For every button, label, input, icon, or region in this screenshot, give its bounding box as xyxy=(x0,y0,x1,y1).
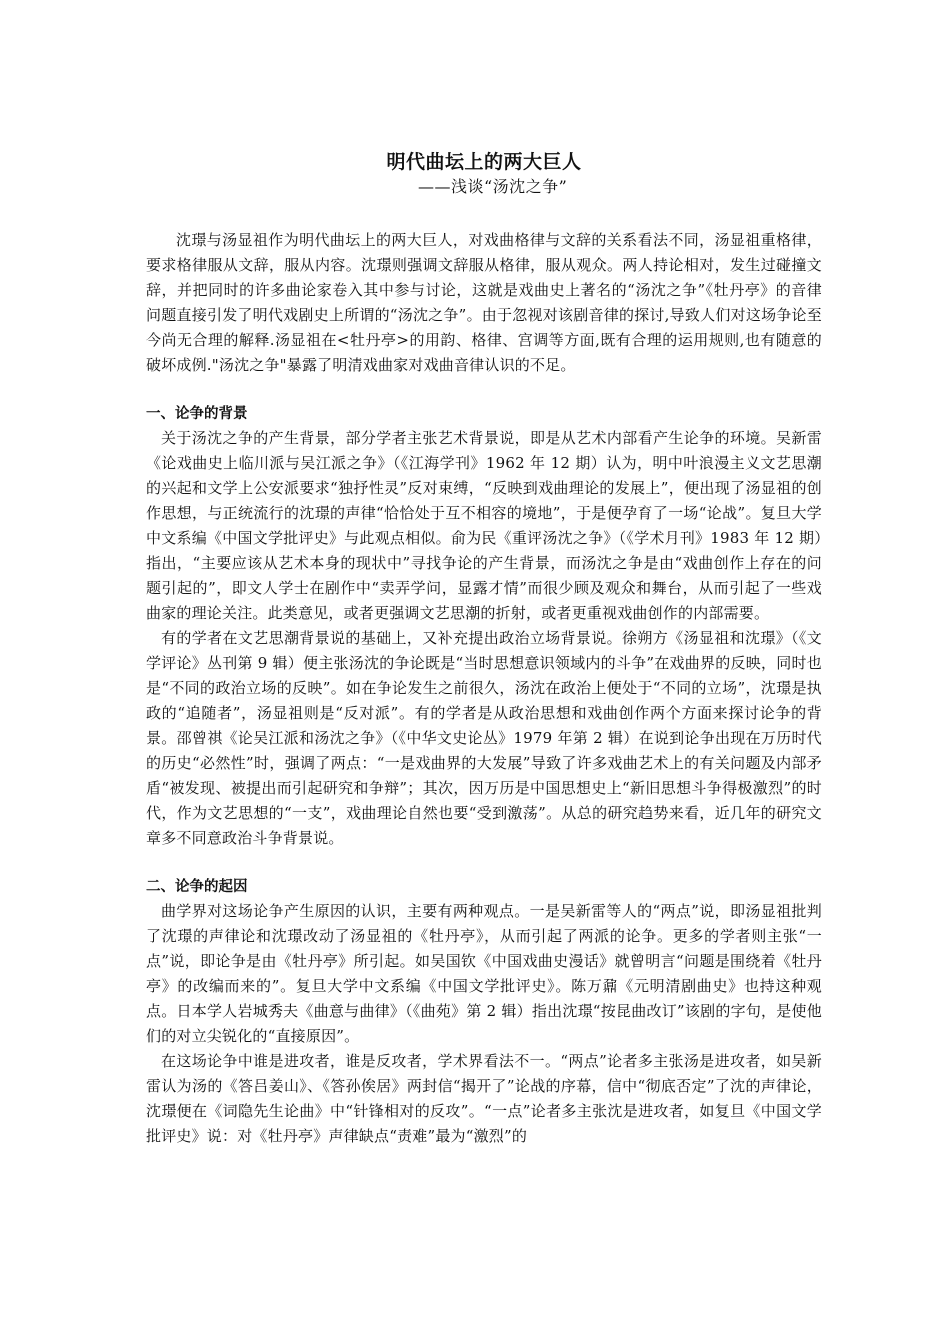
abstract xyxy=(146,228,822,378)
body-paragraph: 在这场论争中谁是进攻者，谁是反攻者，学术界看法不一。“两点”论者多主张汤是进攻者，如吴新雷认为汤的《答吕姜山》、《答孙俟居》两封信“揭开了”论战的序幕，信中“彻底否定”了沈的声律论，沈璟便在《词隐先生论曲》中“针锋相对的反攻”。“一点”论者多主张沈是进攻者，如复旦《中国文学批评史》说：对《牡丹亭》声律缺点“责难”最为“激烈”的 xyxy=(146,1052,822,1145)
document-title: 明代曲坛上的两大巨人 xyxy=(386,151,582,173)
body-paragraph: 有的学者在文艺思潮背景说的基础上，又补充提出政治立场背景说。徐朔方《汤显祖和沈璟》（《文学评论》丛刊第 9 辑）便主张汤沈的争论既是“当时思想意识领域内的斗争”在戏曲界的反映，同时也是“不同的政治立场的反映”。如在争论发生之前很久，汤沈在政治上便处于“不同的立场”，沈璟是执政的“追随者”，汤显祖则是“反对派”。有的学者是从政治思想和戏曲创作两个方面来探讨论争的背景。邵曾祺《论吴江派和汤沈之争》（《中华文史论丛》1979 年第 2 辑）在说到论争出现在万历时代的历史“必然性”时，强调了两点：“一是戏曲界的大发展”导致了许多戏曲艺术上的有关问题及内部矛盾“被发现、被提出而引起研究和争辩”；其次，因万历是中国思想史上“新旧思想斗争得极激烈”的时代，作为文艺思想的“一支”，戏曲理论自然也要“受到激荡”。从总的研究趋势来看，近几年的研究文章多不同意政治斗争背景说。 xyxy=(146,629,822,847)
document-subtitle: ——浅谈“汤沈之争” xyxy=(418,177,568,196)
abstract-paragraph: 沈璟与汤显祖作为明代曲坛上的两大巨人，对戏曲格律与文辞的关系看法不同，汤显祖重格律，要求格律服从文辞，服从内容。沈璟则强调文辞服从格律，服从观众。两人持论相对，发生过碰撞文辞，并把同时的许多曲论家卷入其中参与讨论，这就是戏曲史上著名的“汤沈之争”《牡丹亭》的音律问题直接引发了明代戏剧史上所谓的“汤沈之争”。由于忽视对该剧音律的探讨,导致人们对这场争论至今尚无合理的解释.汤显祖在<牡丹亭>的用韵、格律、宫调等方面,既有合理的运用规则,也有随意的破坏成例."汤沈之争"暴露了明清戏曲家对戏曲音律认识的不足。 xyxy=(146,231,822,374)
body-paragraph: 关于汤沈之争的产生背景，部分学者主张艺术背景说，即是从艺术内部看产生论争的环境。吴新雷《论戏曲史上临川派与吴江派之争》（《江海学刊》1962 年 12 期）认为，明中叶浪漫主义文艺思潮的兴起和文学上公安派要求“独抒性灵”反对束缚，“反映到戏曲理论的发展上”，便出现了汤显祖的创作思想，与正统流行的沈璟的声律“恰恰处于互不相容的境地”，于是便孕育了一场“论战”。复旦大学中文系编《中国文学批评史》与此观点相似。俞为民《重评汤沈之争》（《学术月刊》1983 年 12 期）指出，“主要应该从艺术本身的现状中”寻找争论的产生背景，而汤沈之争是由“戏曲创作上存在的问题引起的”，即文人学士在剧作中“卖弄学问，显露才情”而很少顾及观众和舞台，从而引起了一些戏曲家的理论关注。此类意见，或者更强调文艺思潮的折射，或者更重视戏曲创作的内部需要。 xyxy=(146,429,822,622)
section-background xyxy=(146,402,822,851)
section-cause xyxy=(146,875,822,1149)
body-paragraph: 曲学界对这场论争产生原因的认识，主要有两种观点。一是吴新雷等人的“两点”说，即汤显祖批判了沈璟的声律论和沈璟改动了汤显祖的《牡丹亭》，从而引起了两派的论争。更多的学者则主张“一点”说，即论争是由《牡丹亭》所引起。如吴国钦《中国戏曲史漫话》就曾明言“问题是围绕着《牡丹亭》的改编而来的”。复旦大学中文系编《中国文学批评史》。陈万鼐《元明清剧曲史》也持这种观点。日本学人岩城秀夫《曲意与曲律》（《曲苑》第 2 辑）指出沈璟“按昆曲改订”该剧的字句，是使他们的对立尖锐化的“直接原因”。 xyxy=(146,902,822,1045)
section-heading: 一、论争的背景 xyxy=(146,406,248,422)
document-page xyxy=(146,150,822,1149)
section-heading: 二、论争的起因 xyxy=(146,879,248,895)
